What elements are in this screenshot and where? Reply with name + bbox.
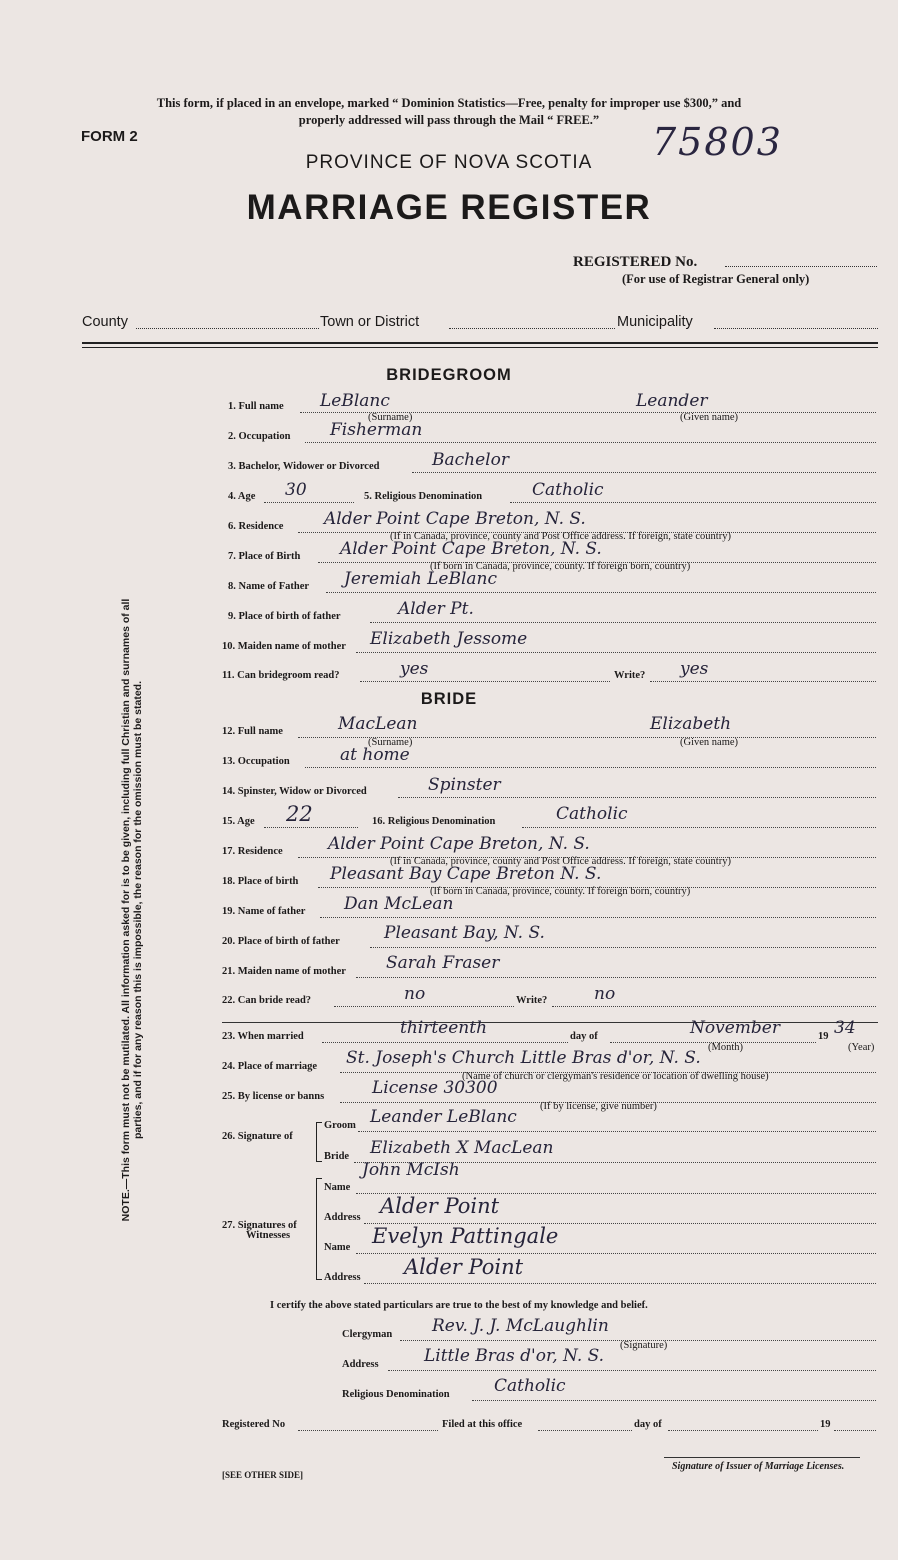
bride-age-label: 15. Age bbox=[222, 816, 255, 827]
witness1-address-label: Address bbox=[324, 1212, 361, 1223]
witnesses-label-line-2: Witnesses bbox=[246, 1230, 291, 1241]
witness2-address-line bbox=[364, 1283, 876, 1284]
footer-month-line bbox=[668, 1430, 818, 1431]
year-caption: (Year) bbox=[848, 1042, 875, 1053]
married-year: 34 bbox=[834, 1018, 856, 1038]
denomination-label: Religious Denomination bbox=[342, 1389, 450, 1400]
groom-can-read: yes bbox=[400, 659, 429, 679]
groom-father-birthplace: Alder Pt. bbox=[398, 599, 474, 619]
side-note: NOTE.—This form must not be mutilated. All information asked for is to be given, including full Christian and surnames of all parties, and if for any reason this is impossible, the reason for the omission must be stated. bbox=[120, 598, 144, 1222]
bride-write-label: Write? bbox=[516, 995, 548, 1006]
bride-read-label: 22. Can bride read? bbox=[222, 995, 312, 1006]
bride-read-line bbox=[334, 1006, 514, 1007]
clergyman-address-line bbox=[388, 1370, 876, 1371]
bride-religion-line bbox=[522, 827, 876, 828]
groom-mother: Elizabeth Jessome bbox=[370, 629, 528, 649]
groom-write-line bbox=[650, 681, 876, 682]
day-of-label: day of bbox=[570, 1031, 598, 1042]
municipality-field bbox=[714, 328, 878, 329]
groom-status-label: 3. Bachelor, Widower or Divorced bbox=[228, 461, 380, 472]
bride-occupation-line bbox=[305, 767, 876, 768]
month-caption: (Month) bbox=[708, 1042, 743, 1053]
when-married-day-line bbox=[322, 1042, 568, 1043]
groom-father-birthplace-label: 9. Place of birth of father bbox=[228, 611, 341, 622]
bride-surname: MacLean bbox=[338, 714, 418, 734]
groom-residence: Alder Point Cape Breton, N. S. bbox=[324, 509, 586, 529]
place-caption: (Name of church or clergyman's residence or location of dwelling house) bbox=[462, 1071, 769, 1082]
registered-no-label: REGISTERED No. bbox=[573, 254, 698, 270]
bride-given-caption: (Given name) bbox=[680, 737, 739, 748]
groom-occupation: Fisherman bbox=[330, 420, 423, 440]
bride-birthplace: Pleasant Bay Cape Breton N. S. bbox=[330, 864, 602, 884]
groom-occupation-label: 2. Occupation bbox=[228, 431, 291, 442]
clergyman-signature-caption: (Signature) bbox=[620, 1340, 668, 1351]
bride-father-birthplace: Pleasant Bay, N. S. bbox=[384, 923, 545, 943]
groom-mother-label: 10. Maiden name of mother bbox=[222, 641, 346, 652]
groom-status: Bachelor bbox=[432, 450, 509, 470]
witness2-name-label: Name bbox=[324, 1242, 351, 1253]
clergyman-address-label: Address bbox=[342, 1359, 379, 1370]
married-year-prefix: 19 bbox=[818, 1031, 829, 1042]
groom-age: 30 bbox=[285, 480, 307, 500]
groom-write-label: Write? bbox=[614, 670, 646, 681]
bride-occupation: at home bbox=[340, 745, 410, 765]
groom-surname-caption: (Surname) bbox=[368, 412, 413, 423]
registered-no-field bbox=[725, 266, 877, 267]
groom-age-line bbox=[264, 502, 354, 503]
bride-father-label: 19. Name of father bbox=[222, 906, 306, 917]
filed-line bbox=[538, 1430, 632, 1431]
groom-religion: Catholic bbox=[532, 480, 604, 500]
witness2-name: Evelyn Pattingale bbox=[372, 1224, 559, 1248]
footer-year-line bbox=[834, 1430, 876, 1431]
license-caption: (If by license, give number) bbox=[540, 1101, 657, 1112]
witness2-address: Alder Point bbox=[404, 1255, 524, 1279]
groom-read-line bbox=[360, 681, 610, 682]
groom-label: Groom bbox=[324, 1120, 356, 1131]
clergyman-label: Clergyman bbox=[342, 1329, 393, 1340]
license-label: 25. By license or banns bbox=[222, 1091, 325, 1102]
married-day: thirteenth bbox=[400, 1018, 488, 1038]
town-label: Town or District bbox=[320, 314, 420, 330]
bride-age-line bbox=[264, 827, 358, 828]
groom-given-name: Leander bbox=[636, 391, 708, 411]
signature-brace bbox=[316, 1122, 322, 1162]
footer-day-of-label: day of bbox=[634, 1419, 662, 1430]
bride-heading: BRIDE bbox=[420, 690, 478, 708]
header-divider bbox=[82, 342, 878, 344]
footer-registered-no-line bbox=[298, 1430, 438, 1431]
witness2-address-label: Address bbox=[324, 1272, 361, 1283]
bride-father-birthplace-label: 20. Place of birth of father bbox=[222, 936, 340, 947]
license-value: License 30300 bbox=[372, 1078, 498, 1098]
groom-birthplace: Alder Point Cape Breton, N. S. bbox=[340, 539, 602, 559]
bride-can-write: no bbox=[594, 984, 616, 1004]
see-other-side: [SEE OTHER SIDE] bbox=[222, 1470, 304, 1480]
groom-father-label: 8. Name of Father bbox=[228, 581, 310, 592]
bride-residence-label: 17. Residence bbox=[222, 846, 283, 857]
bride-residence: Alder Point Cape Breton, N. S. bbox=[328, 834, 590, 854]
bride-mother-line bbox=[356, 977, 876, 978]
witness1-name-label: Name bbox=[324, 1182, 351, 1193]
denomination: Catholic bbox=[494, 1376, 566, 1396]
groom-surname: LeBlanc bbox=[320, 391, 390, 411]
bride-status-line bbox=[398, 797, 876, 798]
groom-mother-line bbox=[356, 652, 876, 653]
bride-mother: Sarah Fraser bbox=[386, 953, 500, 973]
province-heading: PROVINCE OF NOVA SCOTIA bbox=[305, 152, 593, 173]
groom-full-name-label: 1. Full name bbox=[228, 401, 284, 412]
county-label: County bbox=[82, 314, 128, 330]
groom-father: Jeremiah LeBlanc bbox=[344, 569, 497, 589]
municipality-label: Municipality bbox=[617, 314, 693, 330]
denomination-line bbox=[472, 1400, 876, 1401]
footer-registered-no-label: Registered No bbox=[222, 1419, 286, 1430]
filed-label: Filed at this office bbox=[442, 1419, 523, 1430]
town-field bbox=[449, 328, 615, 329]
bride-label: Bride bbox=[324, 1151, 350, 1162]
groom-residence-label: 6. Residence bbox=[228, 521, 284, 532]
groom-age-label: 4. Age bbox=[228, 491, 256, 502]
clergyman-signature: Rev. J. J. McLaughlin bbox=[432, 1316, 609, 1336]
bride-age: 22 bbox=[286, 802, 313, 826]
bride-write-line bbox=[552, 1006, 876, 1007]
groom-signature-line bbox=[358, 1131, 876, 1132]
header-divider-thin bbox=[82, 347, 878, 348]
bride-given-name: Elizabeth bbox=[650, 714, 732, 734]
signature-of-label: 26. Signature of bbox=[222, 1131, 293, 1142]
groom-religion-line bbox=[510, 502, 876, 503]
page-title: MARRIAGE REGISTER bbox=[246, 188, 652, 227]
groom-can-write: yes bbox=[680, 659, 709, 679]
bride-occupation-label: 13. Occupation bbox=[222, 756, 290, 767]
registered-no-note: (For use of Registrar General only) bbox=[622, 272, 810, 286]
bride-father-birthplace-line bbox=[370, 947, 876, 948]
bride-status-label: 14. Spinster, Widow or Divorced bbox=[222, 786, 367, 797]
bride-residence-caption: (If in Canada, province, county and Post Office address. If foreign, state country) bbox=[390, 856, 731, 867]
bride-full-name-label: 12. Full name bbox=[222, 726, 283, 737]
groom-religion-label: 5. Religious Denomination bbox=[364, 491, 483, 502]
mailing-notice-line-2: properly addressed will pass through the Mail “ FREE.” bbox=[298, 113, 600, 127]
groom-occupation-line bbox=[305, 442, 876, 443]
footer-year-prefix: 19 bbox=[820, 1419, 831, 1430]
county-field bbox=[136, 328, 319, 329]
clergyman-address: Little Bras d'or, N. S. bbox=[424, 1346, 605, 1366]
place-of-marriage-label: 24. Place of marriage bbox=[222, 1061, 318, 1072]
mailing-notice-line-1: This form, if placed in an envelope, marked “ Dominion Statistics—Free, penalty for improper use $300,” and bbox=[156, 96, 742, 110]
bride-religion: Catholic bbox=[556, 804, 628, 824]
form-number: FORM 2 bbox=[81, 128, 138, 145]
groom-father-birthplace-line bbox=[370, 622, 876, 623]
groom-residence-caption: (If in Canada, province, county and Post Office address. If foreign, state country) bbox=[390, 531, 731, 542]
witness1-address: Alder Point bbox=[380, 1194, 500, 1218]
witnesses-brace bbox=[316, 1178, 322, 1280]
groom-birthplace-caption: (If born in Canada, province, county. If foreign born, country) bbox=[430, 561, 691, 572]
issuer-note: Signature of Issuer of Marriage Licenses. bbox=[672, 1461, 845, 1472]
groom-father-line bbox=[326, 592, 876, 593]
groom-read-label: 11. Can bridegroom read? bbox=[222, 670, 340, 681]
witness1-name: John McIsh bbox=[362, 1160, 460, 1180]
witnesses-label-line-1: 27. Signatures of bbox=[222, 1220, 297, 1231]
bride-birthplace-caption: (If born in Canada, province, county. If foreign born, country) bbox=[430, 886, 691, 897]
bride-signature: Elizabeth X MacLean bbox=[370, 1138, 554, 1158]
groom-birthplace-label: 7. Place of Birth bbox=[228, 551, 301, 562]
bride-surname-caption: (Surname) bbox=[368, 737, 413, 748]
when-married-label: 23. When married bbox=[222, 1031, 304, 1042]
certification-statement: I certify the above stated particulars are true to the best of my knowledge and belief. bbox=[270, 1300, 648, 1311]
witness2-name-line bbox=[356, 1253, 876, 1254]
groom-given-caption: (Given name) bbox=[680, 412, 739, 423]
bride-can-read: no bbox=[404, 984, 426, 1004]
handwritten-number: 75803 bbox=[652, 120, 783, 164]
bride-father-line bbox=[320, 917, 876, 918]
issuer-signature-line bbox=[664, 1457, 860, 1458]
place-of-marriage: St. Joseph's Church Little Bras d'or, N. S. bbox=[346, 1048, 701, 1068]
bride-religion-label: 16. Religious Denomination bbox=[372, 816, 496, 827]
bride-status: Spinster bbox=[428, 775, 501, 795]
bridegroom-heading: BRIDEGROOM bbox=[386, 366, 512, 384]
married-month: November bbox=[690, 1018, 780, 1038]
groom-status-line bbox=[412, 472, 876, 473]
bride-mother-label: 21. Maiden name of mother bbox=[222, 966, 346, 977]
bride-father: Dan McLean bbox=[344, 894, 454, 914]
groom-signature: Leander LeBlanc bbox=[370, 1107, 517, 1127]
bride-birthplace-label: 18. Place of birth bbox=[222, 876, 299, 887]
